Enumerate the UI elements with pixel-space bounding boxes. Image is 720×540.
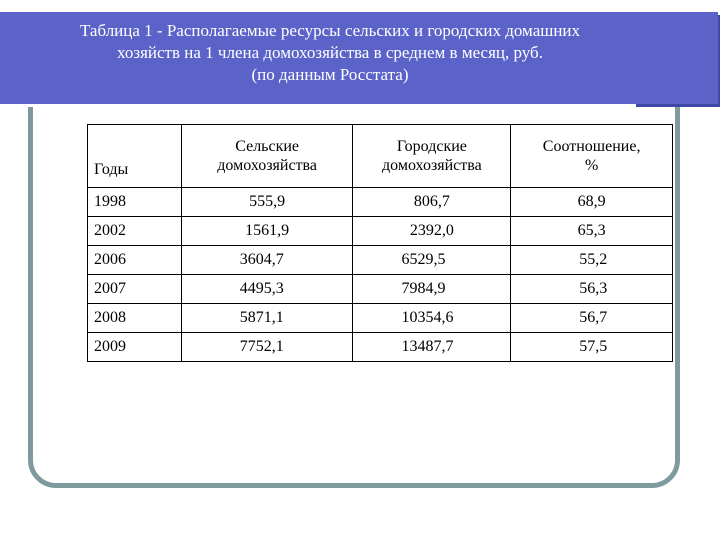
header-urban-line-1: Городские: [396, 138, 467, 155]
cell-urban: 7984,9: [353, 275, 511, 304]
cell-year: 2006: [88, 246, 182, 275]
header-urban-line-2: домохозяйства: [381, 157, 482, 174]
header-ratio-line-1: Соотношение,: [542, 138, 641, 155]
header-ratio-line-2: %: [584, 157, 599, 174]
cell-rural: 5871,1: [181, 304, 353, 333]
header-rural-line-2: домохозяйства: [217, 157, 317, 174]
cell-year: 1998: [88, 188, 182, 217]
cell-ratio: 68,9: [511, 188, 673, 217]
table-row: [88, 217, 673, 246]
cell-year: 2009: [88, 333, 182, 362]
cell-year: 2007: [88, 275, 182, 304]
cell-ratio: 56,3: [511, 275, 673, 304]
header-urban: [353, 125, 511, 188]
cell-ratio: 55,2: [511, 246, 673, 275]
title-underline: [0, 104, 636, 107]
cell-ratio: 65,3: [511, 217, 673, 246]
header-year: Годы: [88, 125, 182, 188]
header-rural-line-1: Сельские: [235, 138, 300, 155]
cell-year: 2002: [88, 217, 182, 246]
cell-rural: 4495,3: [181, 275, 353, 304]
cell-year: 2008: [88, 304, 182, 333]
title-line-3: (по данным Росстата): [251, 65, 409, 84]
title-band: [0, 12, 718, 104]
cell-ratio: 56,7: [511, 304, 673, 333]
cell-urban: 2392,0: [353, 217, 511, 246]
cell-urban: 13487,7: [353, 333, 511, 362]
cell-rural: 555,9: [181, 188, 353, 217]
title-line-2: хозяйств на 1 члена домохозяйства в среднем в месяц, руб.: [117, 43, 543, 62]
cell-rural: 1561,9: [181, 217, 353, 246]
cell-rural: 7752,1: [181, 333, 353, 362]
resources-table: [87, 124, 673, 362]
table-row: [88, 275, 673, 304]
cell-urban: 6529,5: [353, 246, 511, 275]
cell-rural: 3604,7: [181, 246, 353, 275]
title-line-1: Таблица 1 - Располагаемые ресурсы сельских и городских домашних: [79, 21, 581, 40]
cell-urban: 10354,6: [353, 304, 511, 333]
table-header-row: [88, 125, 673, 188]
header-ratio: [511, 125, 673, 188]
table-row: [88, 333, 673, 362]
table-row: [88, 188, 673, 217]
cell-urban: 806,7: [353, 188, 511, 217]
cell-ratio: 57,5: [511, 333, 673, 362]
header-rural: [181, 125, 353, 188]
slide-title: [0, 20, 660, 86]
table-row: [88, 304, 673, 333]
table-row: [88, 246, 673, 275]
